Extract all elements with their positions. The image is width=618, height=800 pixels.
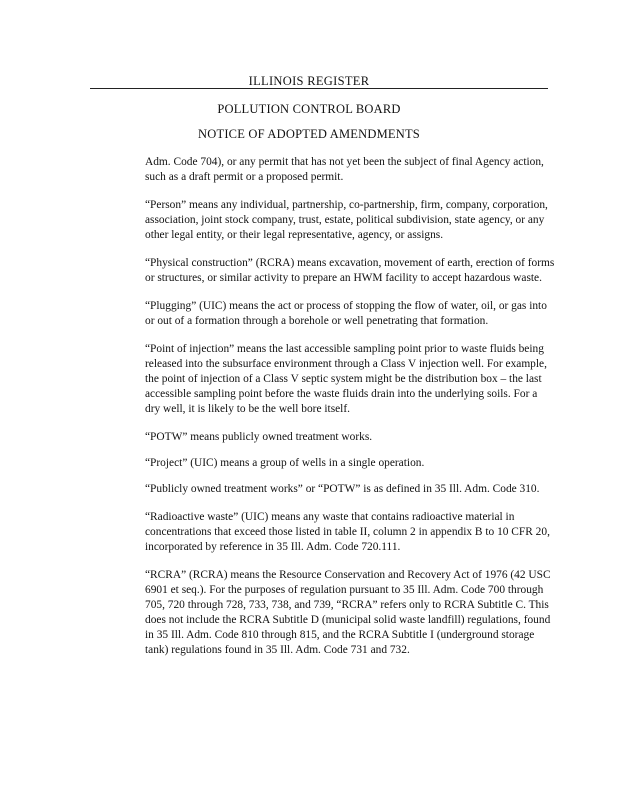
paragraph-person: “Person” means any individual, partnership, co-partnership, firm, company, corporation, association, joint stock company, trust, estate, political subdivision, state agency, or any other legal entity, or their legal representative, agency, or assigns. <box>145 199 548 241</box>
paragraph-point-of-injection: “Point of injection” means the last accessible sampling point prior to waste fluids being released into the subsurface environment through a Class V injection well. For example, the point of injection of a Class V septic system might be the distribution box – the last accessible sampling point before the waste fluids drain into the underlying soils. For a dry well, it is likely to be the well bore itself. <box>145 343 547 415</box>
paragraph-project: “Project” (UIC) means a group of wells in a single operation. <box>145 457 425 469</box>
document-body <box>145 155 555 671</box>
paragraph-potw: “POTW” means publicly owned treatment works. <box>145 431 373 443</box>
paragraph-publicly-owned: “Publicly owned treatment works” or “POTW” is as defined in 35 Ill. Adm. Code 310. <box>145 483 540 495</box>
board-title: POLLUTION CONTROL BOARD <box>217 102 401 116</box>
notice-title: NOTICE OF ADOPTED AMENDMENTS <box>198 127 420 141</box>
paragraph-plugging: “Plugging” (UIC) means the act or process of stopping the flow of water, oil, or gas into or out of a formation through a borehole or well penetrating that formation. <box>145 300 547 327</box>
paragraph-physical-construction: “Physical construction” (RCRA) means excavation, movement of earth, erection of forms or structures, or similar activity to prepare an HWM facility to accept hazardous waste. <box>145 257 555 284</box>
paragraph-continuation: Adm. Code 704), or any permit that has not yet been the subject of final Agency action, such as a draft permit or a proposed permit. <box>145 156 544 183</box>
register-title-text: ILLINOIS REGISTER <box>243 74 376 88</box>
register-title <box>0 74 618 89</box>
paragraph-radioactive-waste: “Radioactive waste” (UIC) means any waste that contains radioactive material in concentrations that exceed those listed in table II, column 2 in appendix B to 10 CFR 20, incorporated by reference in 35 Ill. Adm. Code 720.111. <box>145 511 550 553</box>
paragraph-rcra: “RCRA” (RCRA) means the Resource Conservation and Recovery Act of 1976 (42 USC 6901 et seq.). For the purposes of regulation pursuant to 35 Ill. Adm. Code 700 through 705, 720 through 728, 733, 738, and 739, “RCRA” refers only to RCRA Subtitle C. This does not include the RCRA Subtitle D (municipal solid waste landfill) regulations, found in 35 Ill. Adm. Code 810 through 815, and the RCRA Subtitle I (underground storage tank) regulations found in 35 Ill. Adm. Code 731 and 732. <box>145 569 551 656</box>
